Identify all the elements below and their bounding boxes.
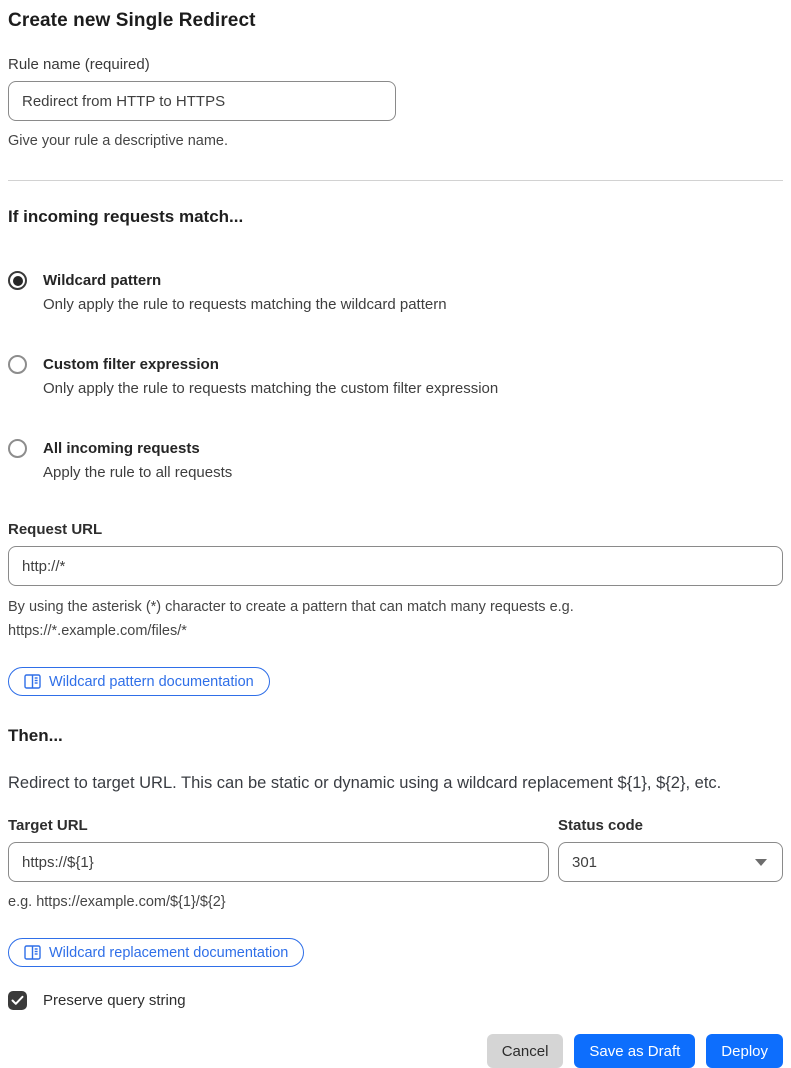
radio-unselected-icon[interactable] [8, 355, 27, 374]
radio-description: Apply the rule to all requests [43, 464, 233, 481]
request-url-label: Request URL [8, 521, 103, 538]
form-actions [8, 1034, 783, 1068]
page-title: Create new Single Redirect [8, 10, 256, 31]
radio-option-custom-filter[interactable] [8, 353, 783, 401]
book-icon [24, 945, 41, 960]
deploy-button[interactable]: Deploy [706, 1034, 783, 1068]
wildcard-pattern-docs-label: Wildcard pattern documentation [49, 673, 254, 690]
radio-label: Wildcard pattern [43, 272, 162, 289]
then-description: Redirect to target URL. This can be static or dynamic using a wildcard replacement ${1}, ${2}, etc. [8, 774, 722, 792]
checkbox-checked-icon[interactable] [8, 991, 27, 1010]
wildcard-pattern-docs-button[interactable] [8, 667, 270, 696]
radio-unselected-icon[interactable] [8, 439, 27, 458]
radio-option-all-requests[interactable] [8, 437, 783, 485]
wildcard-replacement-docs-button[interactable] [8, 938, 304, 967]
chevron-down-icon [755, 859, 767, 866]
then-section-heading: Then... [8, 726, 63, 745]
status-code-label: Status code [558, 817, 644, 834]
target-url-label: Target URL [8, 817, 88, 834]
rule-name-input[interactable] [8, 81, 396, 121]
radio-texts [43, 437, 232, 485]
target-url-column [8, 817, 549, 882]
radio-texts [43, 353, 498, 401]
radio-option-wildcard-pattern[interactable] [8, 269, 783, 317]
radio-description: Only apply the rule to requests matching the custom filter expression [43, 380, 499, 397]
match-radio-group [8, 269, 783, 485]
section-divider [8, 180, 783, 181]
request-url-helper-line2: https://*.example.com/files/* [8, 623, 187, 639]
radio-label: Custom filter expression [43, 356, 219, 373]
save-as-draft-button[interactable]: Save as Draft [574, 1034, 695, 1068]
radio-description: Only apply the rule to requests matching the wildcard pattern [43, 296, 447, 313]
target-url-input[interactable] [8, 842, 549, 882]
request-url-helper-line1: By using the asterisk (*) character to create a pattern that can match many requests e.g. [8, 599, 574, 615]
request-url-helper [8, 595, 783, 643]
book-icon [24, 674, 41, 689]
target-url-helper: e.g. https://example.com/${1}/${2} [8, 894, 226, 910]
wildcard-replacement-docs-label: Wildcard replacement documentation [49, 944, 289, 961]
cancel-button[interactable]: Cancel [487, 1034, 564, 1068]
preserve-query-string-label: Preserve query string [43, 992, 186, 1009]
radio-selected-icon[interactable] [8, 271, 27, 290]
radio-texts [43, 269, 447, 317]
radio-label: All incoming requests [43, 440, 200, 457]
rule-name-helper: Give your rule a descriptive name. [8, 133, 229, 149]
target-status-row [8, 817, 783, 882]
match-section-heading: If incoming requests match... [8, 207, 244, 226]
preserve-query-string-row[interactable] [8, 991, 783, 1010]
status-code-column [558, 817, 783, 882]
status-code-select[interactable] [558, 842, 783, 882]
request-url-input[interactable] [8, 546, 783, 586]
rule-name-label: Rule name (required) [8, 56, 150, 73]
status-code-value: 301 [572, 853, 598, 871]
